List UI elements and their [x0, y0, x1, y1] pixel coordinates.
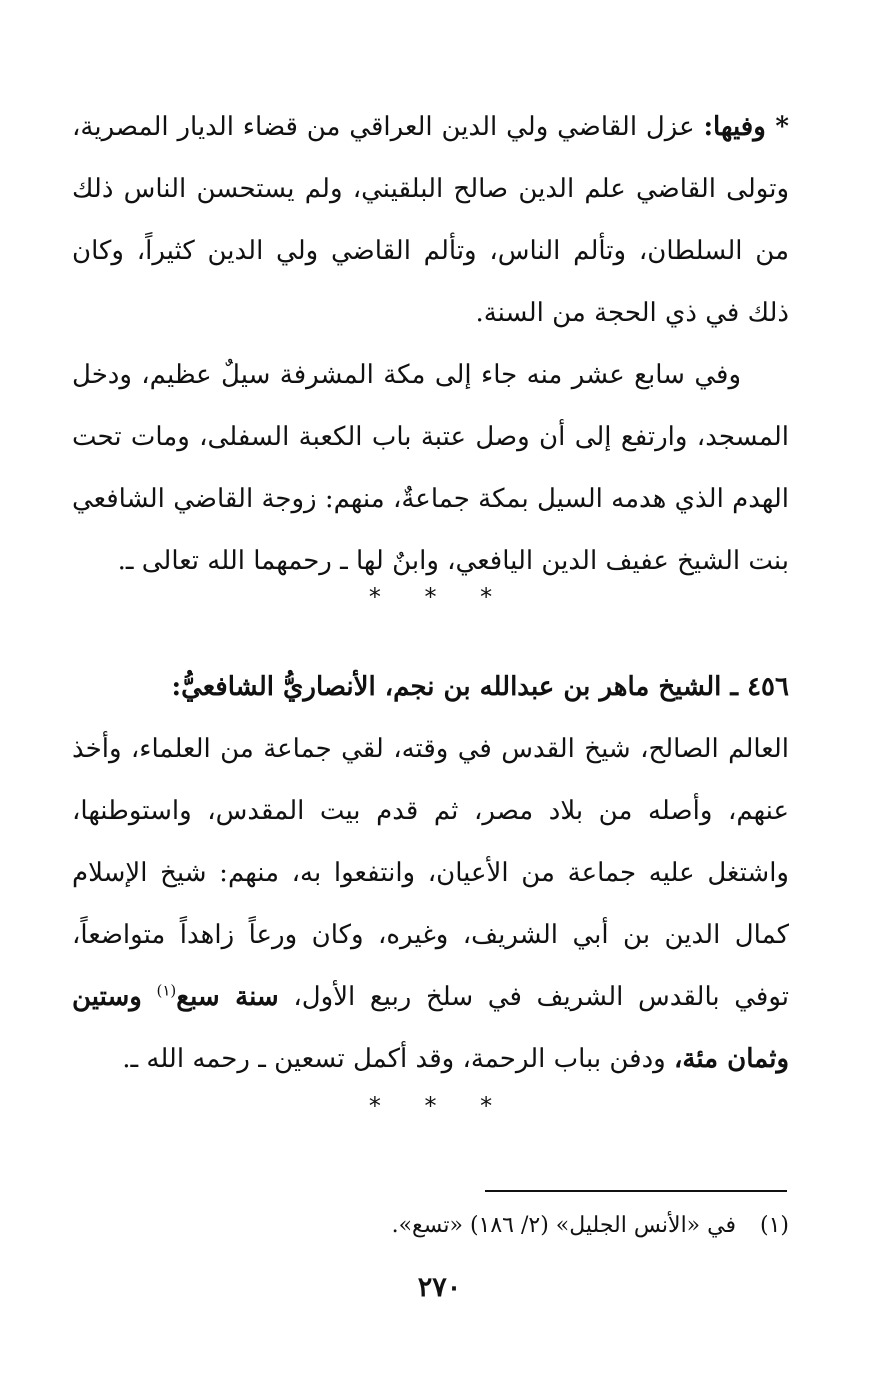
entry-text: العالم الصالح، شيخ القدس في وقته، لقي جماعة من العلماء، وأخذ عنهم، وأصله من بلاد مصر، ثم قدم بيت المقدس، واستوطنها، واشتغل عليه جماعة من الأعيان، وانتفعوا به، منهم: شيخ الإسلام كمال الدين بن أبي الشريف، وغيره، وكان ورعاً زاهداً متواضعاً، توفي بالقدس الشريف في سلخ ربيع الأول،: [72, 734, 790, 1012]
footnote: [300, 1206, 789, 1246]
biography-entry: [72, 656, 789, 1090]
section-separator: * * *: [368, 583, 511, 611]
section-events: [72, 96, 789, 592]
paragraph-lead: * وفيها:: [703, 112, 789, 142]
entry-text-end: ودفن بباب الرحمة، وقد أكمل تسعين ـ رحمه الله ـ.: [122, 1044, 666, 1074]
section-separator-2: * * *: [368, 1092, 511, 1120]
footnote-marker: (١): [759, 1213, 789, 1238]
page-number: ٢٧٠: [417, 1272, 462, 1303]
entry-body: [72, 718, 789, 1090]
footnote-reference[interactable]: (١): [156, 981, 177, 1000]
death-date-part2: وستين وثمان مئة،: [72, 982, 789, 1074]
paragraph-flood: وفي سابع عشر منه جاء إلى مكة المشرفة سيلٌ عظيم، ودخل المسجد، وارتفع إلى أن وصل عتبة باب الكعبة السفلى، ومات تحت الهدم الذي هدمه السيل بمكة جماعةٌ، منهم: زوجة القاضي الشافعي بنت الشيخ عفيف الدين اليافعي، وابنٌ لها ـ رحمهما الله تعالى ـ.: [72, 360, 789, 576]
death-date-part1: سنة سبع: [176, 982, 279, 1012]
footnote-text: في «الأنس الجليل» (٢/ ١٨٦) «تسع».: [391, 1213, 736, 1238]
paragraph-dismissal: [72, 96, 789, 344]
entry-heading: ٤٥٦ ـ الشيخ ماهر بن عبدالله بن نجم، الأنصاريُّ الشافعيُّ:: [171, 672, 789, 702]
paragraph-text: عزل القاضي ولي الدين العراقي من قضاء الديار المصرية، وتولى القاضي علم الدين صالح البلقيني، ولم يستحسن الناس ذلك من السلطان، وتألم الناس، وتألم القاضي ولي الدين كثيراً، وكان ذلك في ذي الحجة من السنة.: [72, 112, 789, 328]
footnote-divider: [485, 1190, 787, 1192]
